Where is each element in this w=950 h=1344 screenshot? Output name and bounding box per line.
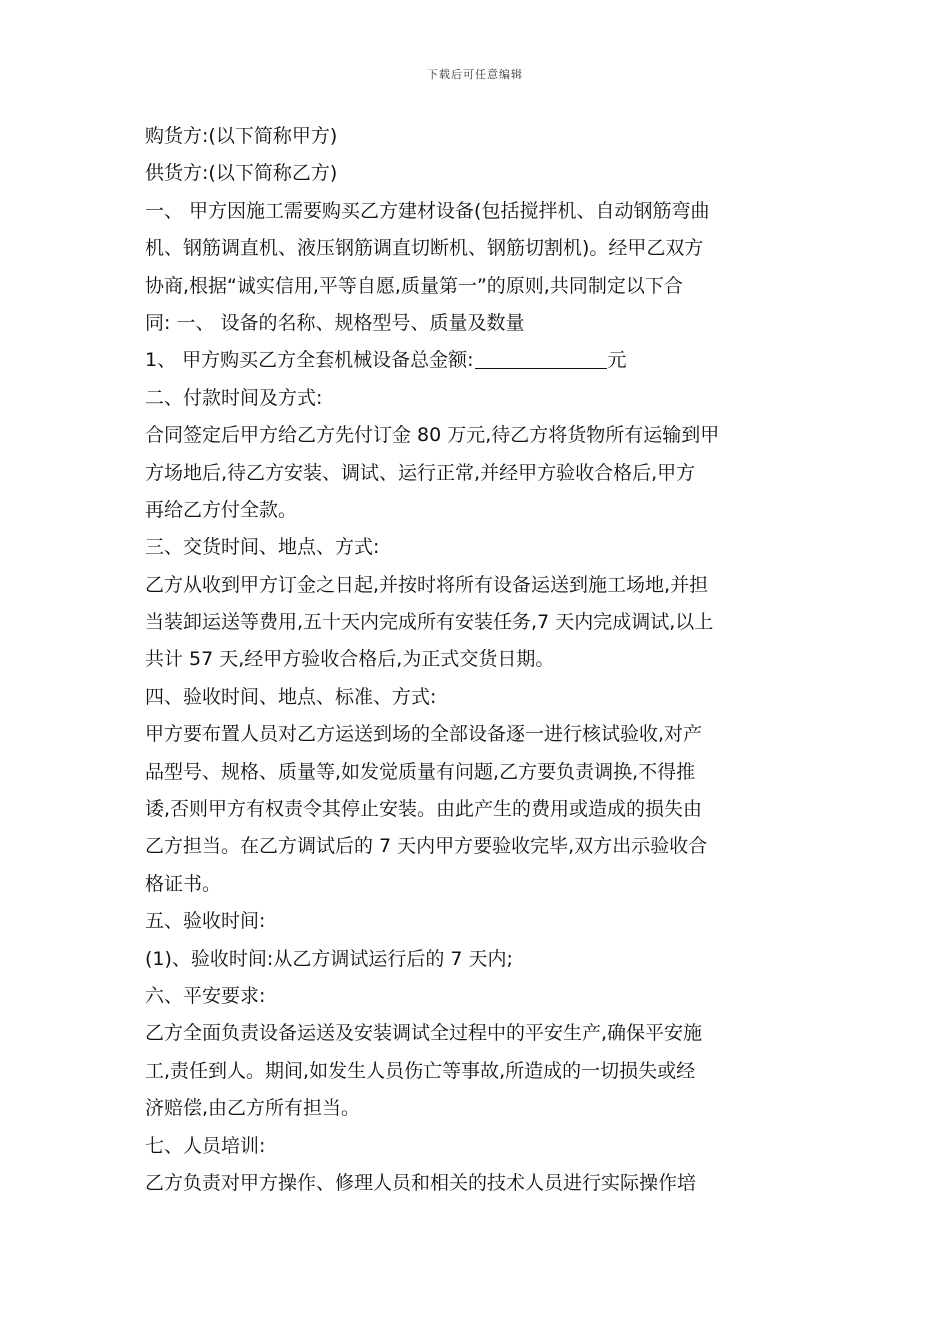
contract-body <box>145 118 810 1202</box>
paragraph-line: 协商,根据“诚实信用,平等自愿,质量第一”的原则,共同制定以下合 <box>145 274 683 297</box>
section-heading: 四、验收时间、地点、标准、方式: <box>145 685 437 708</box>
section-heading: 五、验收时间: <box>145 910 266 933</box>
amount-blank-underline <box>475 348 607 369</box>
paragraph-line: 乙方全面负责设备运送及安装调试全过程中的平安生产,确保平安施 <box>145 1022 703 1045</box>
paragraph-line: 乙方担当。在乙方调试后的 7 天内甲方要验收完毕,双方出示验收合 <box>145 835 708 858</box>
paragraph-line: 济赔偿,由乙方所有担当。 <box>145 1097 361 1120</box>
paragraph-line: 合同签定后甲方给乙方先付订金 80 万元,待乙方将货物所有运输到甲 <box>145 424 720 447</box>
section-heading: 七、人员培训: <box>145 1134 266 1157</box>
paragraph-line: 甲方要布置人员对乙方运送到场的全部设备逐一进行核试验收,对产 <box>145 723 703 746</box>
paragraph-line: 购货方:(以下简称甲方) <box>145 125 338 147</box>
paragraph-line: (1)、验收时间:从乙方调试运行后的 7 天内; <box>145 947 513 970</box>
paragraph-line: 一、 甲方因施工需要购买乙方建材设备(包括搅拌机、自动钢筋弯曲 <box>145 199 710 222</box>
paragraph-line: 同: 一、 设备的名称、规格型号、质量及数量 <box>145 311 525 334</box>
paragraph-line: 当装卸运送等费用,五十天内完成所有安装任务,7 天内完成调试,以上 <box>145 611 714 634</box>
section-heading: 三、交货时间、地点、方式: <box>145 536 380 559</box>
paragraph-line: 乙方负责对甲方操作、修理人员和相关的技术人员进行实际操作培 <box>145 1171 697 1194</box>
paragraph-line: 格证书。 <box>145 872 222 895</box>
paragraph-line: 方场地后,待乙方安装、调试、运行正常,并经甲方验收合格后,甲方 <box>145 461 696 484</box>
paragraph-line: 供货方:(以下简称乙方) <box>145 162 338 185</box>
amount-line <box>145 342 810 379</box>
amount-label: 1、 甲方购买乙方全套机械设备总金额: <box>145 349 474 372</box>
paragraph-line: 共计 57 天,经甲方验收合格后,为正式交货日期。 <box>145 648 555 671</box>
section-heading: 二、付款时间及方式: <box>145 386 323 409</box>
section-heading: 六、平安要求: <box>145 984 266 1007</box>
paragraph-line: 再给乙方付全款。 <box>145 498 298 521</box>
paragraph-line: 工,责任到人。期间,如发生人员伤亡等事故,所造成的一切损失或经 <box>145 1059 696 1082</box>
page-header: 下载后可任意编辑 <box>427 68 523 81</box>
paragraph-line: 机、钢筋调直机、液压钢筋调直切断机、钢筋切割机)。经甲乙双方 <box>145 237 704 260</box>
amount-unit: 元 <box>607 349 627 372</box>
paragraph-line: 品型号、规格、质量等,如发觉质量有问题,乙方要负责调换,不得推 <box>145 760 696 783</box>
paragraph-line: 诿,否则甲方有权责令其停止安装。由此产生的费用或造成的损失由 <box>145 798 703 821</box>
paragraph-line: 乙方从收到甲方订金之日起,并按时将所有设备运送到施工场地,并担 <box>145 573 709 596</box>
